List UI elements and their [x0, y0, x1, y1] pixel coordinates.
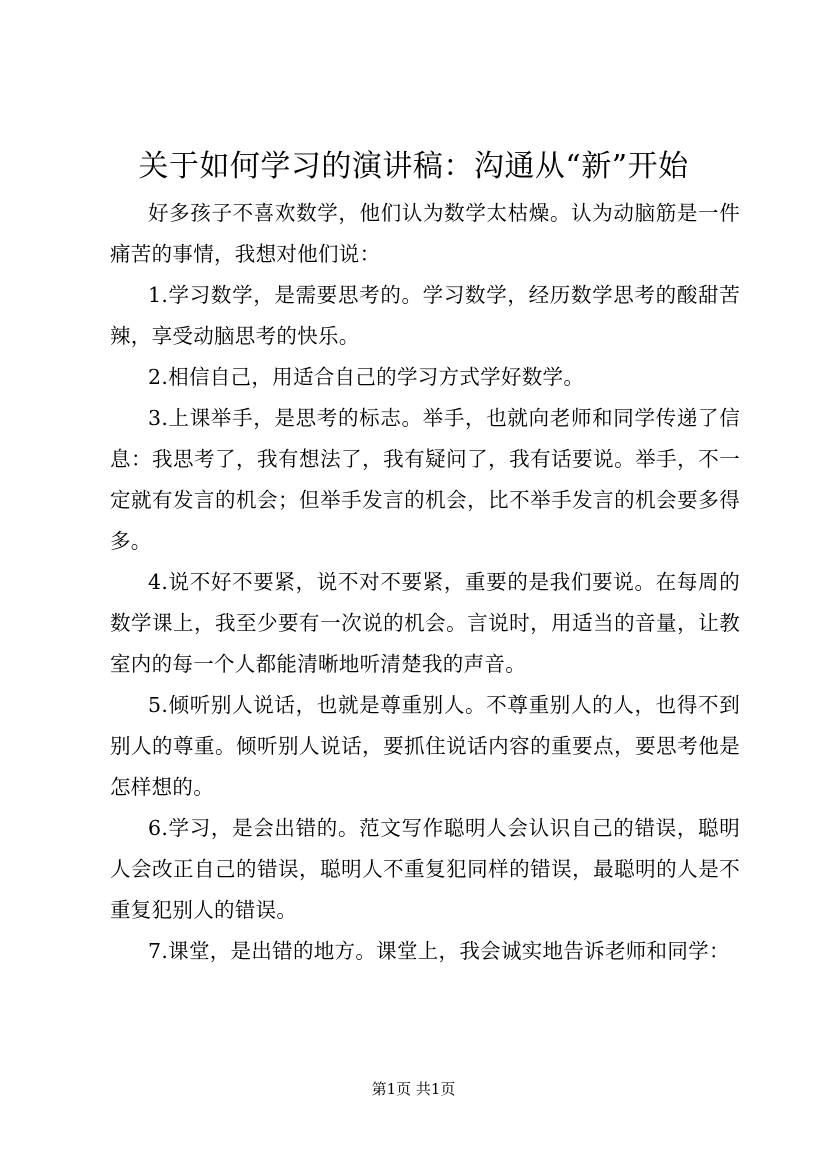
document-title: 关于如何学习的演讲稿：沟通从“新”开始 [138, 149, 689, 184]
paragraph-5: 5.倾听别人说话，也就是尊重别人。不尊重别人的人，也得不到别人的尊重。倾听别人说话，要抓住说话内容的重要点，要思考他是怎样想的。 [110, 693, 740, 799]
page-number-footer: 第1页 共1页 [371, 1080, 456, 1098]
paragraph-intro: 好多孩子不喜欢数学，他们认为数学太枯燥。认为动脑筋是一件痛苦的事情，我想对他们说： [110, 201, 740, 266]
paragraph-7: 7.课堂，是出错的地方。课堂上，我会诚实地告诉老师和同学： [148, 939, 730, 963]
paragraph-2: 2.相信自己，用适合自己的学习方式学好数学。 [148, 365, 585, 389]
document-body [110, 193, 740, 972]
paragraph-4: 4.说不好不要紧，说不对不要紧，重要的是我们要说。在每周的数学课上，我至少要有一次说的机会。言说时，用适当的音量，让教室内的每一个人都能清晰地听清楚我的声音。 [110, 570, 740, 676]
paragraph-1: 1.学习数学，是需要思考的。学习数学，经历数学思考的酸甜苦辣，享受动脑思考的快乐。 [110, 283, 740, 348]
paragraph-3: 3.上课举手，是思考的标志。举手，也就向老师和同学传递了信息：我思考了，我有想法了，我有疑问了，我有话要说。举手，不一定就有发言的机会；但举手发言的机会，比不举手发言的机会要多得多。 [110, 406, 740, 553]
paragraph-6: 6.学习，是会出错的。范文写作聪明人会认识自己的错误，聪明人会改正自己的错误，聪明人不重复犯同样的错误，最聪明的人是不重复犯别人的错误。 [110, 816, 740, 922]
